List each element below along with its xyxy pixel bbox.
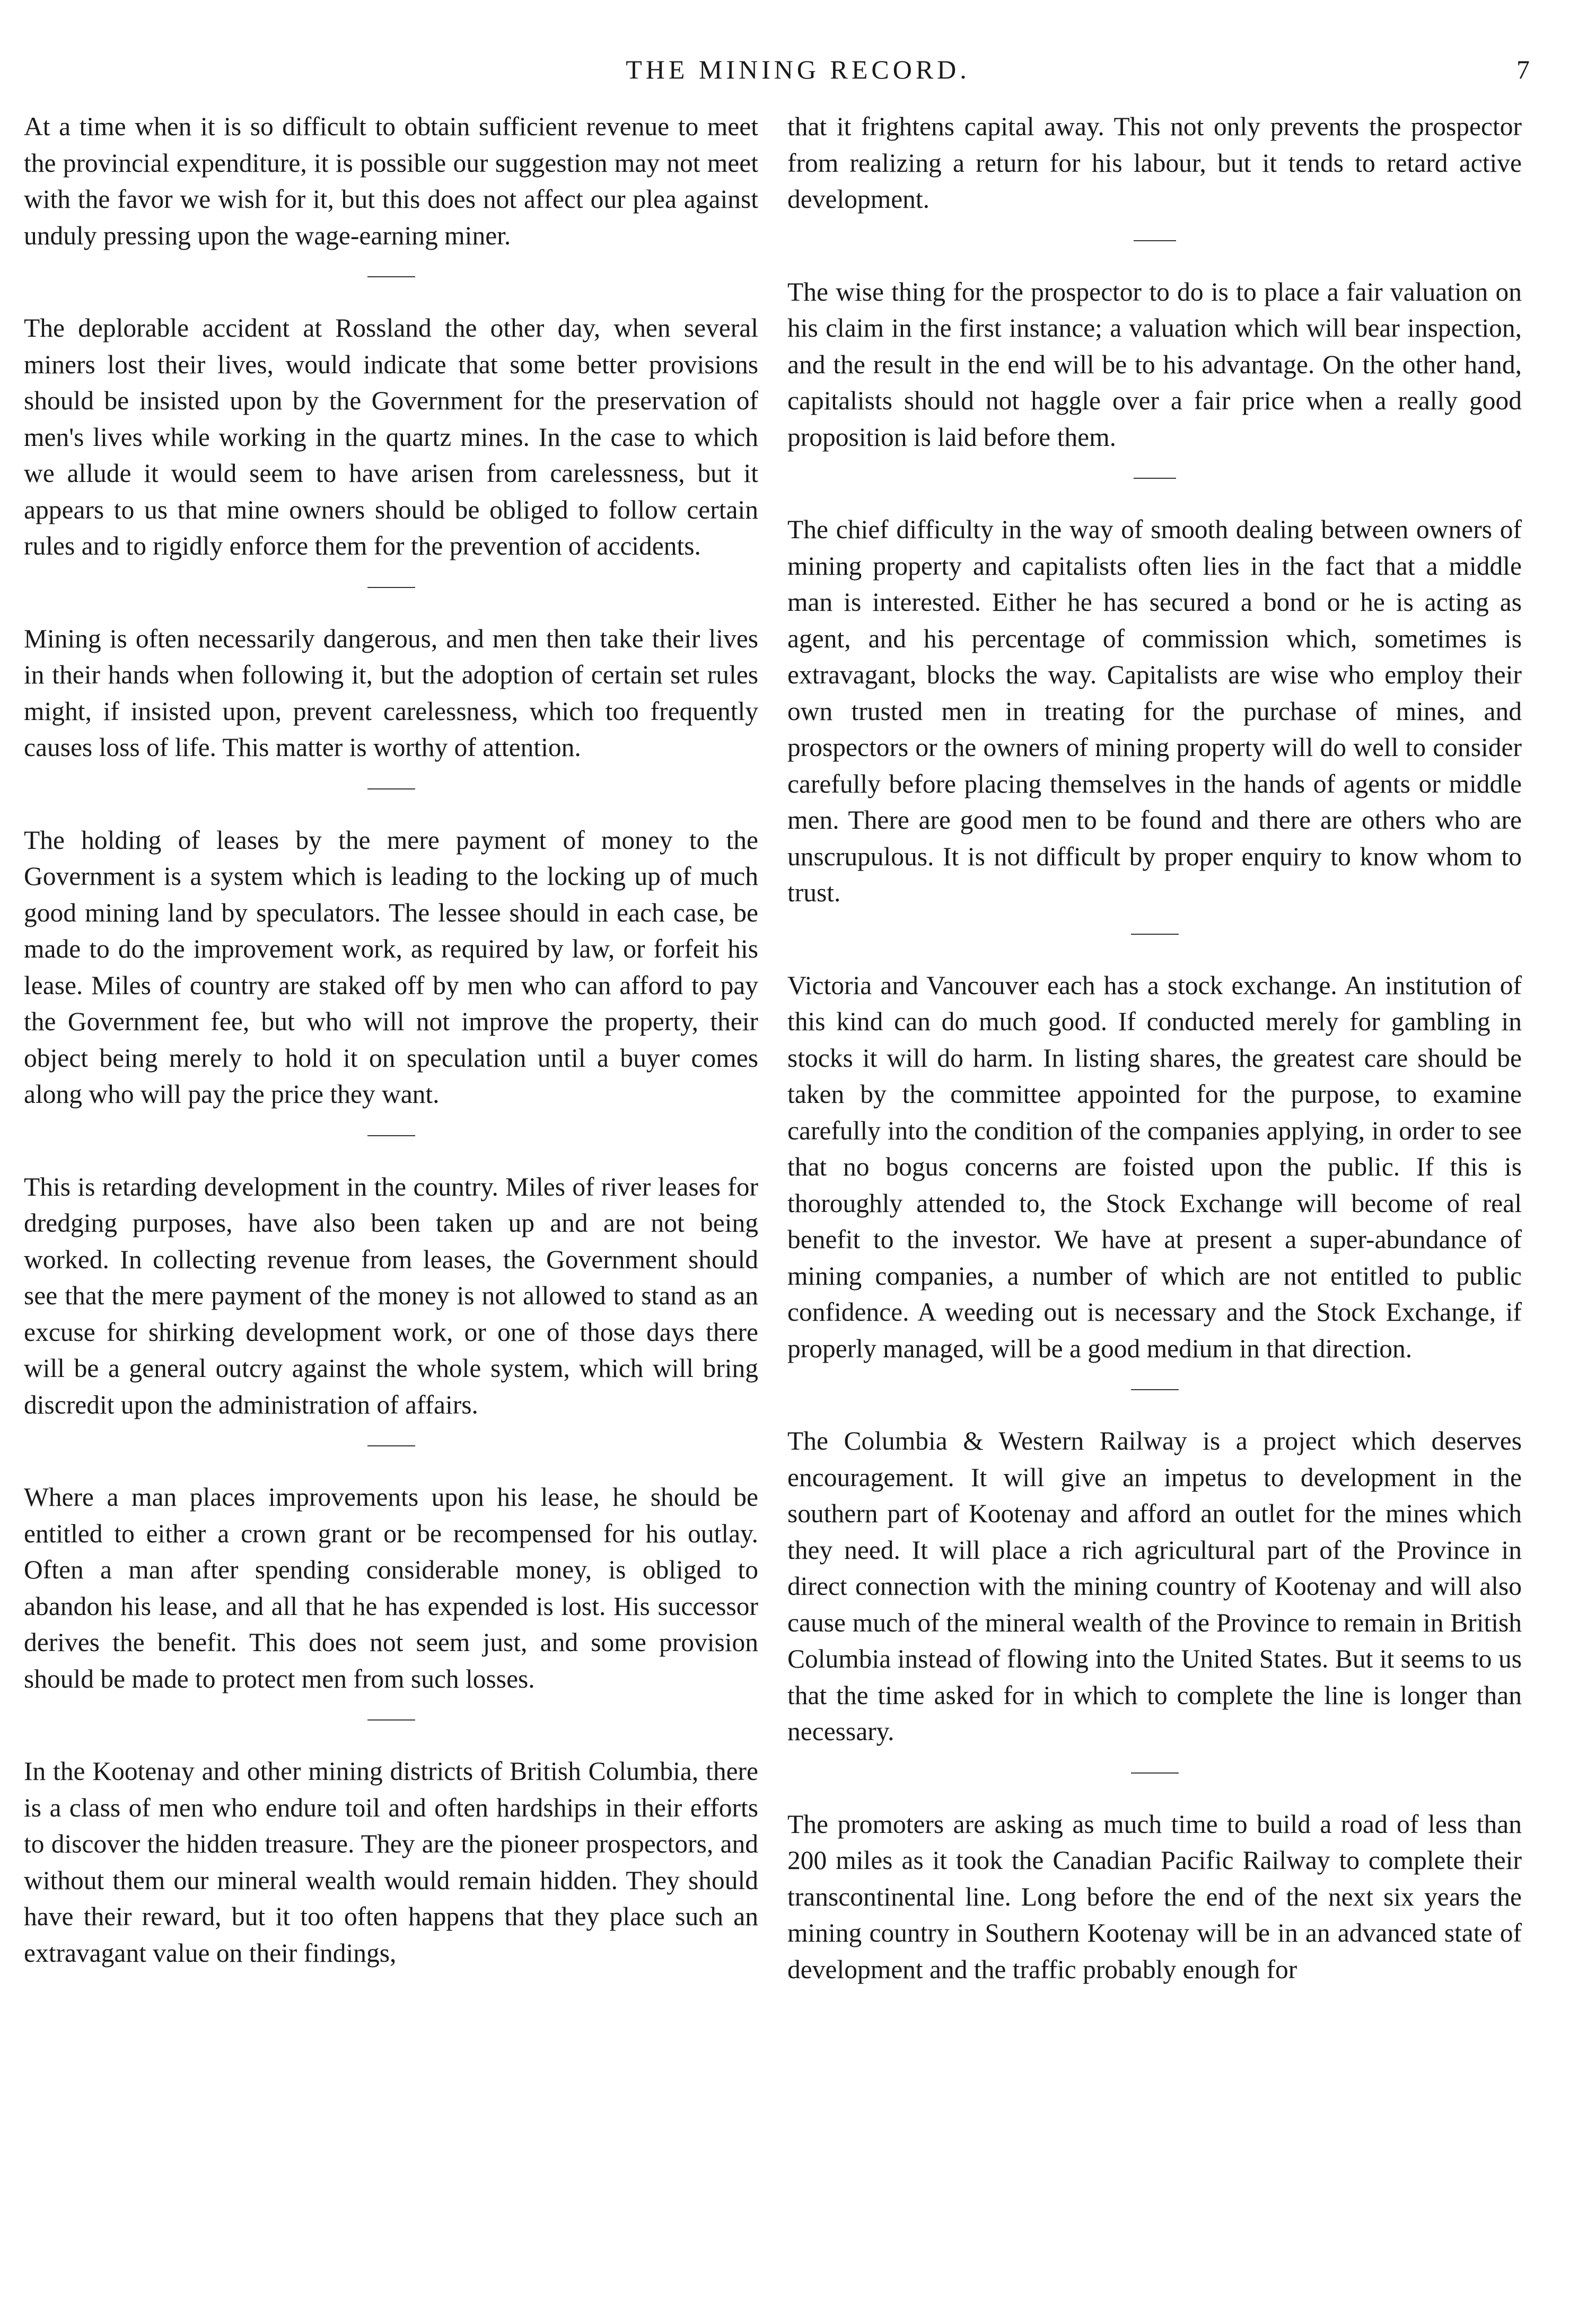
paragraph-rossland-accident: The deplorable accident at Rossland the other day, when several miners lost their lives, would indicate that some better provisions should be insisted upon by the Government for the preservation of men's lives while working in the quartz mines. In the case to which we allude it would seem to have arisen from carelessness, but it appears to us that mine owners should be obliged to follow certain rules and to rigidly enforce them for the prevention of accidents. <box>24 313 758 560</box>
section-divider <box>1134 240 1176 241</box>
paragraph-stock-exchange: Victoria and Vancouver each has a stock exchange. An institution of this kind can do much good. If conducted merely for gambling in stocks it will do harm. In listing shares, the greatest care should be taken by the committee appointed for the purpose, to examine carefully into the condition of the companies applying, in order to see that no bogus concerns are foisted upon the public. If this is thoroughly attended to, the Stock Exchange will become of real benefit to the investor. We have at present a super-abundance of mining companies, a number of which are not entitled to public confidence. A weeding out is necessary and the Stock Exchange, if properly managed, will be a good medium in that direction. <box>787 970 1522 1363</box>
paragraph-mining-danger: Mining is often necessarily dangerous, and men then take their lives in their hands when following it, but the adoption of certain set rules might, if insisted upon, prevent carelessness, which too frequently causes loss of life. This matter is worthy of attention. <box>24 624 758 762</box>
paragraph-retarding-development: This is retarding development in the country. Miles of river leases for dredging purposes, have also been taken up and are not being worked. In collecting revenue from leases, the Government should see that the mere payment of the money is not allowed to stand as an excuse for shirking development work, or one of those days there will be a general outcry against the whole system, which will bring discredit upon the administration of affairs. <box>24 1172 758 1419</box>
section-divider <box>367 788 415 789</box>
section-divider <box>1134 478 1176 479</box>
section-divider <box>1131 1772 1179 1774</box>
section-divider <box>367 587 415 588</box>
paragraph-leases: The holding of leases by the mere payment of money to the Government is a system which is leading to the locking up of much good mining land by speculators. The lessee should in each case, be made to do the improvement work, as required by law, or forfeit his lease. Miles of country are staked off by men who can afford to pay the Government fee, but who will not improve the property, their object being merely to hold it on speculation until a buyer comes along who will pay the price they want. <box>24 825 758 1109</box>
page-number: 7 <box>1516 55 1530 84</box>
section-divider <box>367 1445 415 1446</box>
section-divider <box>367 276 415 277</box>
section-divider <box>367 1135 415 1136</box>
paragraph-columbia-western: The Columbia & Western Railway is a project which deserves encouragement. It will give an impetus to development in the southern part of Kootenay and afford an outlet for the mines which they need. It will place a rich agricultural part of the Province in direct connection with the mining country of Kootenay and will also cause much of the mineral wealth of the Province to remain in British Columbia instead of flowing into the United States. But it seems to us that the time asked for in which to complete the line is longer than necessary. <box>787 1426 1522 1746</box>
paragraph-fair-valuation: The wise thing for the prospector to do is to place a fair valuation on his claim in the first instance; a valuation which will bear inspection, and the result in the end will be to his advantage. On the other hand, capitalists should not haggle over a fair price when a really good proposition is laid before them. <box>787 277 1522 452</box>
running-title: THE MINING RECORD. <box>626 55 970 84</box>
section-divider <box>367 1719 415 1721</box>
section-divider <box>1131 1389 1179 1390</box>
paragraph-prospectors: In the Kootenay and other mining districts of British Columbia, there is a class of men who endure toil and often hardships in their efforts to discover the hidden treasure. They are the pioneer prospectors, and without them our mineral wealth would remain hidden. They should have their reward, but it too often happens that they place such an extravagant value on their findings, <box>24 1757 758 1968</box>
paragraph-revenue: At a time when it is so difficult to obtain sufficient revenue to meet the provincial expenditure, it is possible our suggestion may not meet with the favor we wish for it, but this does not affect our plea against unduly pressing upon the wage-earning miner. <box>24 112 758 250</box>
right-column <box>787 109 1522 1988</box>
paragraph-promoters: The promoters are asking as much time to build a road of less than 200 miles as it took the Canadian Pacific Railway to complete their transcontinental line. Long before the end of the next six years the mining country in Southern Kootenay will be in an advanced state of development and the traffic probably enough for <box>787 1809 1522 1984</box>
paragraph-capital-away: that it frightens capital away. This not only prevents the prospector from realizing a return for his labour, but it tends to retard active development. <box>787 112 1522 214</box>
left-column <box>24 109 758 1971</box>
section-divider <box>1131 934 1179 935</box>
page-header <box>0 54 1596 91</box>
paragraph-improvements: Where a man places improvements upon his lease, he should be entitled to either a crown grant or be recompensed for his outlay. Often a man after spending considerable money, is obliged to abandon his lease, and all that he has expended is lost. His successor derives the benefit. This does not seem just, and some provision should be made to protect men from such losses. <box>24 1482 758 1693</box>
paragraph-middle-man: The chief difficulty in the way of smooth dealing between owners of mining property and capitalists often lies in the fact that a middle man is interested. Either he has secured a bond or he is acting as agent, and his percentage of commission which, sometimes is extravagant, blocks the way. Capitalists are wise who employ their own trusted men in treating for the purchase of mines, and prospectors or the owners of mining property will do well to consider carefully before placing themselves in the hands of agents or middle men. There are good men to be found and there are others who are unscrupulous. It is not difficult by proper enquiry to know whom to trust. <box>787 515 1522 907</box>
